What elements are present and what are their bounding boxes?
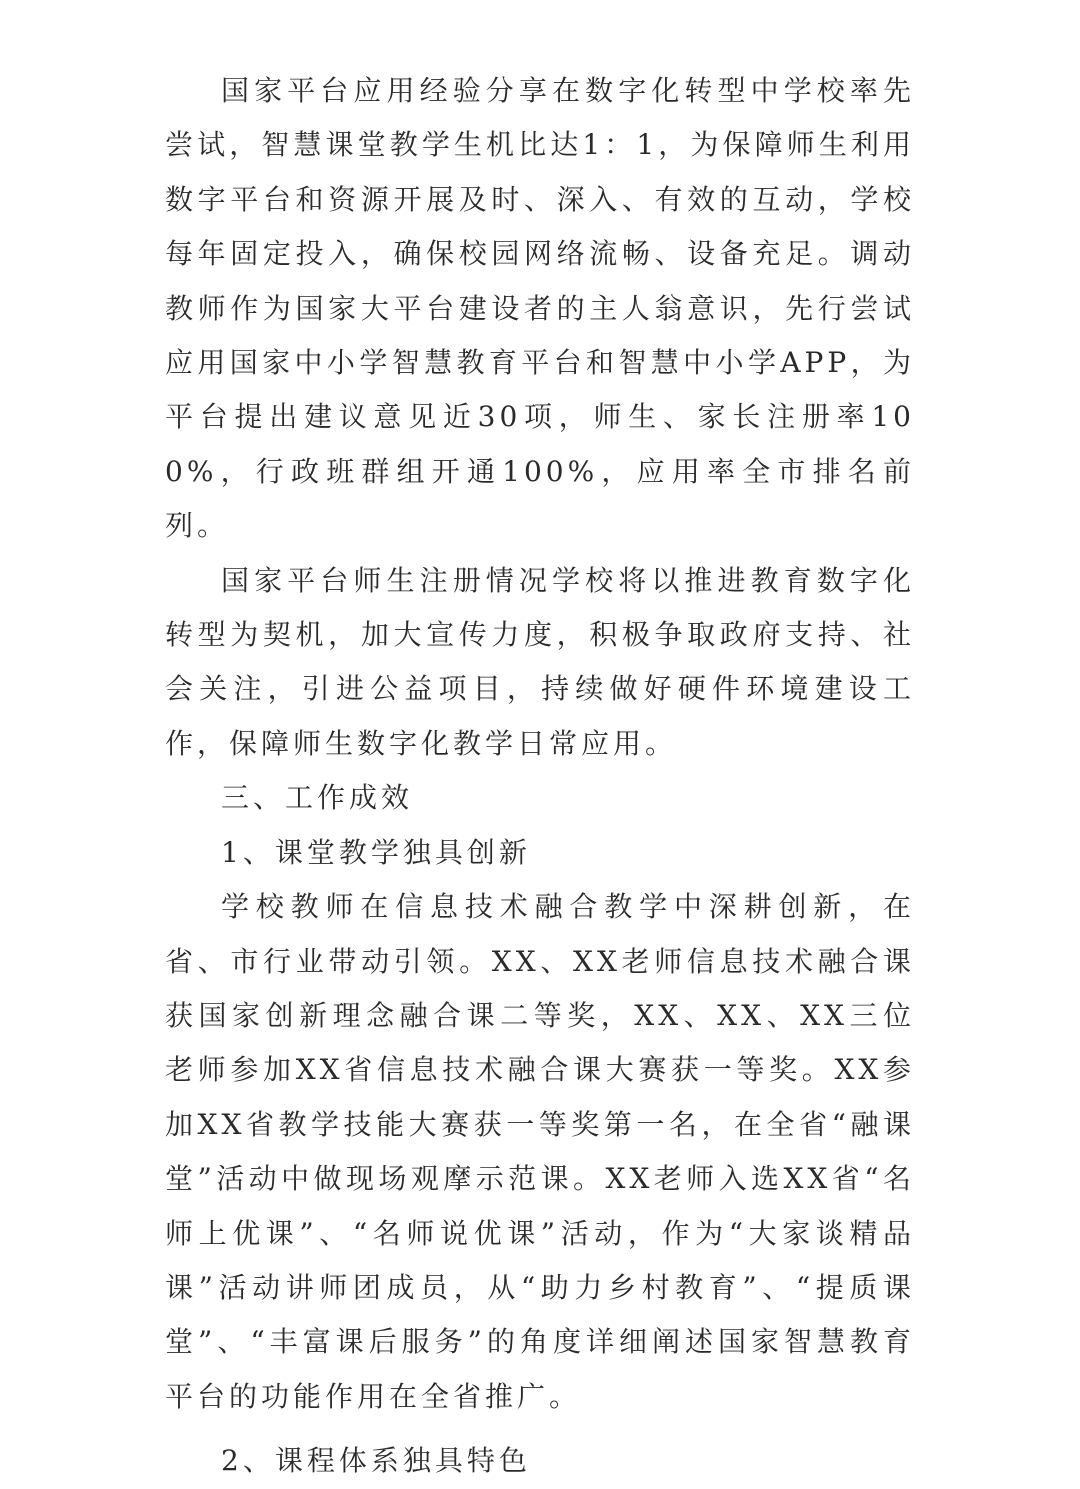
subheading-curriculum-system: 2、课程体系独具特色 <box>221 1444 531 1478</box>
paragraph-teacher-awards: 学校教师在信息技术融合教学中深耕创新，在省、市行业带动引领。XX、XX老师信息技术融合课获国家创新理念融合课二等奖，XX、XX、XX三位老师参加XX省信息技术融合课大赛获一等奖。XX参加XX省教学技能大赛获一等奖第一名，在全省“融课堂”活动中做现场观摩示范课。XX老师入选XX省“名师上优课”、“名师说优课”活动，作为“大家谈精品课”活动讲师团成员，从“助力乡村教育”、“提质课堂”、“丰富课后服务”的角度详细阐述国家智慧教育平台的功能作用在全省推广。 <box>165 890 915 1413</box>
section-heading-results: 三、工作成效 <box>221 781 414 815</box>
paragraph-platform-experience: 国家平台应用经验分享在数字化转型中学校率先尝试，智慧课堂教学生机比达1：1，为保障师生利用数字平台和资源开展及时、深入、有效的互动，学校每年固定投入，确保校园网络流畅、设备充足。调动教师作为国家大平台建设者的主人翁意识，先行尝试应用国家中小学智慧教育平台和智慧中小学APP，为平台提出建议意见近30项，师生、家长注册率100%，行政班群组开通100%，应用率全市排名前列。 <box>165 74 915 543</box>
document-body <box>165 64 915 1489</box>
subheading-classroom-innovation: 1、课堂教学独具创新 <box>221 835 531 869</box>
paragraph-registration: 国家平台师生注册情况学校将以推进教育数字化转型为契机，加大宣传力度，积极争取政府支持、社会关注，引进公益项目，持续做好硬件环境建设工作，保障师生数字化教学日常应用。 <box>165 563 915 760</box>
